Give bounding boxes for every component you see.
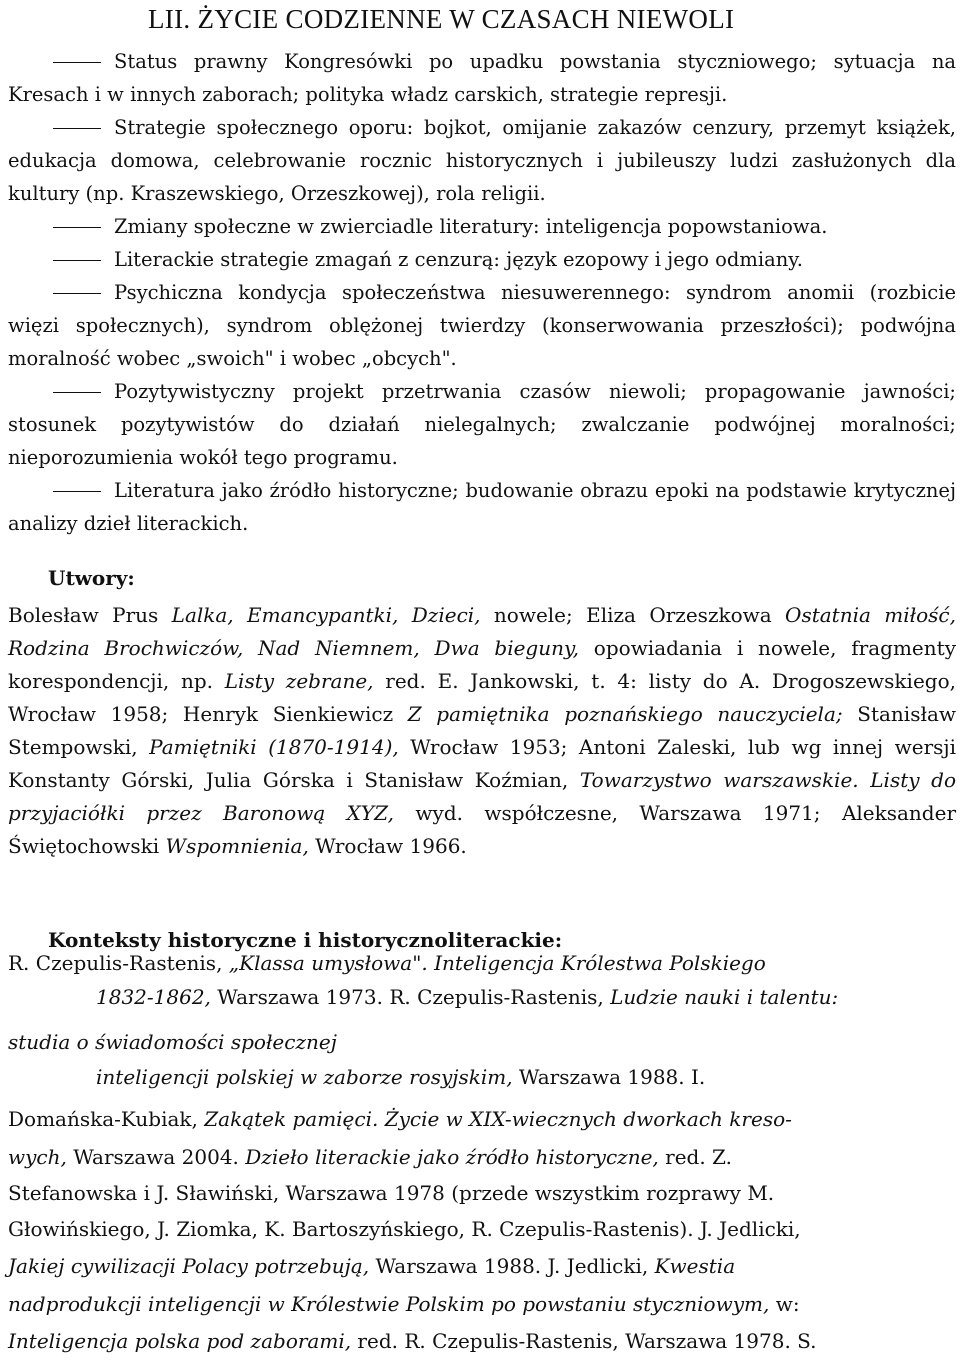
topic-paragraph bbox=[8, 243, 956, 276]
reference-line bbox=[8, 1030, 337, 1054]
topic-text: Pozytywistyczny projekt przetrwania czasów niewoli; propagowanie jawności; stosunek pozytywistów do działań nielegalnych; zwalczanie podwójnej moralności; nieporozumienia wokół tego programu. bbox=[8, 380, 956, 469]
reference-title: Inteligencja polska pod zaborami, bbox=[8, 1329, 352, 1353]
reference-text: Domańska-Kubiak, bbox=[8, 1107, 205, 1131]
topic-paragraph bbox=[8, 375, 956, 474]
dash-bullet bbox=[50, 243, 104, 276]
reference-text: Warszawa 1988. I. bbox=[512, 1065, 706, 1089]
reference-line bbox=[8, 1217, 801, 1241]
reference-text: R. Czepulis-Rastenis, bbox=[8, 951, 229, 975]
topic-text: Literatura jako źródło historyczne; budowanie obrazu epoki na podstawie krytycznej analizy dzieł literackich. bbox=[8, 479, 956, 535]
reference-line bbox=[8, 1145, 732, 1169]
topic-paragraph bbox=[8, 474, 956, 540]
dash-bullet bbox=[50, 210, 104, 243]
reference-title: Dzieło literackie jako źródło historyczne, bbox=[245, 1145, 659, 1169]
reference-line bbox=[8, 1107, 792, 1131]
work-title: Pamiętniki (1870-1914), bbox=[149, 735, 399, 759]
work-title: Lalka, Emancypantki, Dzieci, bbox=[171, 603, 481, 627]
works-text: red. E. Jankowski, t. 4: listy do A. Drogoszewskiego, Wrocław 1958; Henryk Sienkiewicz bbox=[8, 669, 956, 726]
reference-title: „Klassa umysłowa". Inteligencja Królestwa Polskiego bbox=[228, 951, 766, 975]
topic-text: Psychiczna kondycja społeczeństwa niesuwerennego: syndrom anomii (rozbicie więzi społecznych), syndrom oblężonej twierdzy (konserwowania przeszłości); podwójna moralność wobec „swoich" i wobec „obcych". bbox=[8, 281, 956, 370]
contexts-heading: Konteksty historyczne i historycznoliterackie: bbox=[48, 928, 563, 952]
work-title: Ostatnia miłość, Rodzina Brochwiczów, Nad Niemnem, Dwa bieguny, bbox=[8, 603, 956, 660]
reference-line bbox=[8, 1181, 774, 1205]
reference-text: Głowińskiego, J. Ziomka, K. Bartoszyńskiego, R. Czepulis-Rastenis). J. Jedlicki, bbox=[8, 1217, 801, 1241]
reference-line bbox=[8, 1329, 817, 1353]
dash-bullet bbox=[50, 474, 104, 507]
topic-text: Status prawny Kongresówki po upadku powstania styczniowego; sytuacja na Kresach i w innych zaborach; polityka władz carskich, strategie represji. bbox=[8, 50, 956, 106]
reference-title: Jakiej cywilizacji Polacy potrzebują, bbox=[8, 1254, 370, 1278]
reference-line bbox=[8, 1292, 800, 1316]
reference-line bbox=[8, 951, 766, 975]
topic-text: Literackie strategie zmagań z cenzurą: język ezopowy i jego odmiany. bbox=[114, 248, 803, 271]
dash-bullet bbox=[50, 45, 104, 78]
dash-bullet bbox=[50, 111, 104, 144]
works-text: Wrocław 1966. bbox=[308, 834, 467, 858]
reference-text: red. Z. bbox=[658, 1145, 732, 1169]
reference-title: studia o świadomości społecznej bbox=[8, 1030, 337, 1054]
works-text: Stanisław Stempowski, bbox=[8, 702, 956, 759]
dash-bullet bbox=[50, 276, 104, 309]
reference-line bbox=[8, 1254, 735, 1278]
reference-text: Stefanowska i J. Sławiński, Warszawa 1978 (przede wszystkim rozprawy M. bbox=[8, 1181, 775, 1205]
page-title: LII. ŻYCIE CODZIENNE W CZASACH NIEWOLI bbox=[148, 4, 735, 34]
reference-text: Warszawa 2004. bbox=[66, 1145, 246, 1169]
work-title: Wspomnienia, bbox=[165, 834, 309, 858]
reference-title: Kwestia bbox=[654, 1254, 736, 1278]
works-text: wyd. współczesne, Warszawa 1971; Aleksander Świętochowski bbox=[8, 801, 957, 858]
topic-paragraph bbox=[8, 210, 956, 243]
topic-paragraph bbox=[8, 111, 956, 210]
works-paragraph bbox=[8, 599, 956, 863]
reference-text: Warszawa 1988. J. Jedlicki, bbox=[369, 1254, 655, 1278]
reference-title: nadprodukcji inteligencji w Królestwie Polskim po powstaniu styczniowym, bbox=[8, 1292, 770, 1316]
topic-paragraph bbox=[8, 45, 956, 111]
reference-title: 1832-1862, bbox=[96, 985, 211, 1009]
work-title: Towarzystwo warszawskie. Listy do przyjaciółki przez Baronową XYZ, bbox=[8, 768, 956, 825]
topic-text: Zmiany społeczne w zwierciadle literatury: inteligencja popowstaniowa. bbox=[114, 215, 828, 238]
reference-text: w: bbox=[769, 1292, 800, 1316]
reference-title: inteligencji polskiej w zaborze rosyjskim, bbox=[96, 1065, 513, 1089]
reference-text: red. R. Czepulis-Rastenis, Warszawa 1978. S. bbox=[351, 1329, 817, 1353]
reference-line bbox=[96, 1065, 705, 1089]
dash-bullet bbox=[50, 375, 104, 408]
works-text: nowele; Eliza Orzeszkowa bbox=[480, 603, 786, 627]
works-text: opowiadania i nowele, fragmenty korespondencji, np. bbox=[8, 636, 956, 693]
topic-paragraph bbox=[8, 276, 956, 375]
reference-text: Warszawa 1973. R. Czepulis-Rastenis, bbox=[210, 985, 611, 1009]
reference-title: Ludzie nauki i talentu: bbox=[610, 985, 839, 1009]
work-title: Z pamiętnika poznańskiego nauczyciela; bbox=[407, 702, 843, 726]
topic-text: Strategie społecznego oporu: bojkot, omijanie zakazów cenzury, przemyt książek, edukacja domowa, celebrowanie rocznic historycznych i jubileuszy ludzi zasłużonych dla kultury (np. Kraszewskiego, Orzeszkowej), rola religii. bbox=[8, 116, 956, 205]
reference-title: wych, bbox=[8, 1145, 67, 1169]
reference-line bbox=[96, 985, 838, 1009]
works-heading: Utwory: bbox=[48, 566, 135, 590]
work-title: Listy zebrane, bbox=[224, 669, 374, 693]
works-text: Wrocław 1953; Antoni Zaleski, lub wg innej wersji Konstanty Górski, Julia Górska i Stanisław Koźmian, bbox=[8, 735, 956, 792]
reference-title: Zakątek pamięci. Życie w XIX-wiecznych dworkach kreso- bbox=[204, 1107, 792, 1131]
works-text: Bolesław Prus bbox=[8, 603, 172, 627]
